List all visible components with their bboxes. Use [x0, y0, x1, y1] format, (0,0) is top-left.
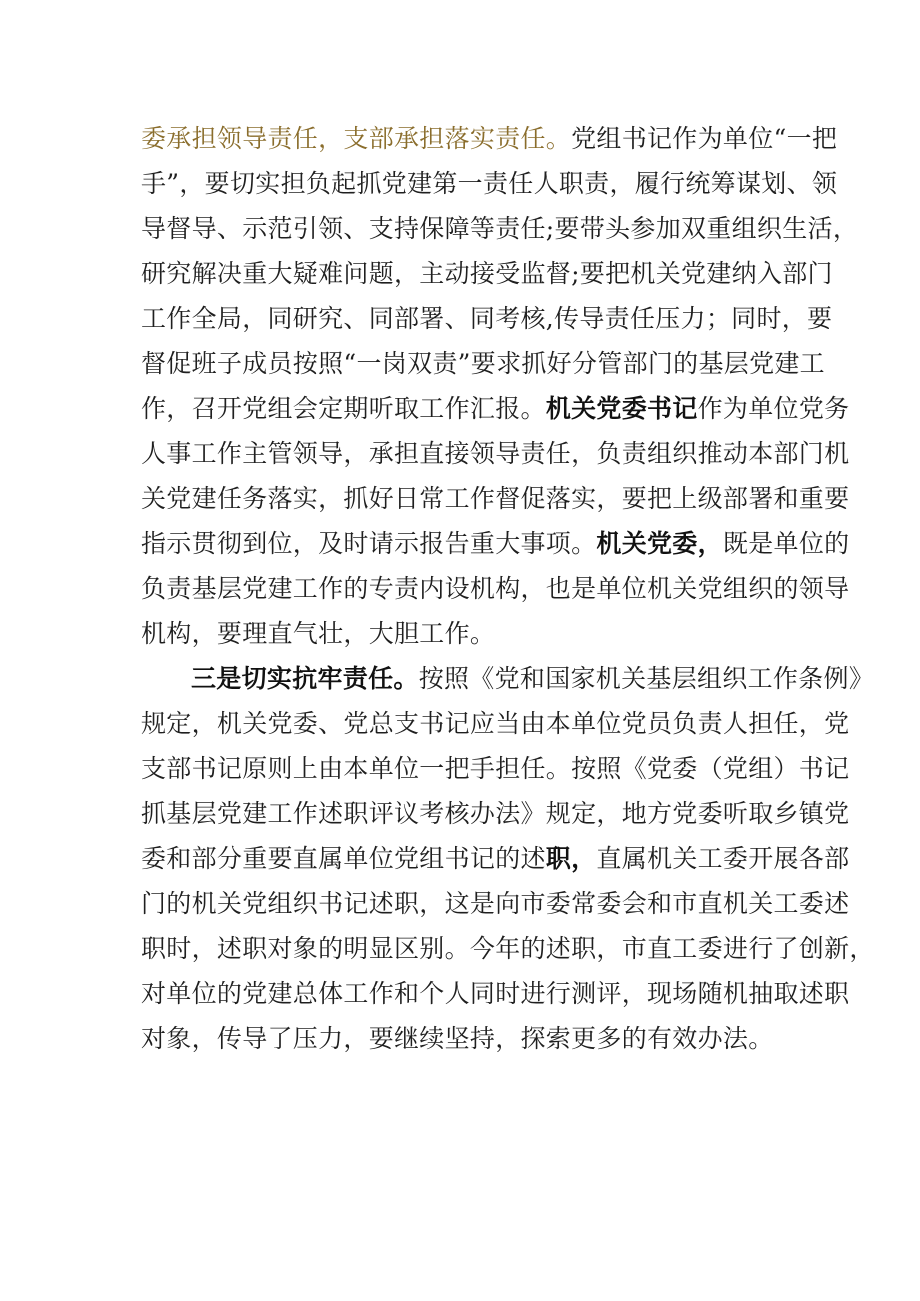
text-span: 委和部分重要直属单位党组书记的述	[141, 844, 546, 873]
text-line: 对单位的党建总体工作和个人同时进行测评，现场随机抽取述职	[141, 979, 850, 1008]
text-span: 作为单位党务	[697, 394, 850, 423]
text-line: 规定，机关党委、党总支书记应当由本单位党员负责人担任，党	[141, 709, 850, 738]
text-span: 按照《党和国家机关基层组织工作条例》	[418, 664, 875, 693]
text-span: 既是单位的	[722, 529, 850, 558]
text-span: 党组书记作为单位“一把	[571, 124, 838, 153]
text-line	[141, 836, 850, 881]
text-line: 抓基层党建工作述职评议考核办法》规定，地方党委听取乡镇党	[141, 799, 850, 828]
text-line: 督促班子成员按照“一岗双责”要求抓好分管部门的基层党建工	[141, 349, 825, 378]
text-line	[141, 386, 850, 431]
paragraph-point-three	[141, 656, 875, 1061]
text-span: 直属机关工委开展各部	[596, 844, 850, 873]
text-line	[141, 656, 875, 701]
text-line: 职时，述职对象的明显区别。今年的述职，市直工委进行了创新，	[141, 934, 875, 963]
document-body	[141, 116, 875, 1061]
text-line: 机构，要理直气壮，大胆工作。	[141, 619, 496, 648]
text-line: 门的机关党组织书记述职，这是向市委常委会和市直机关工委述	[141, 889, 850, 918]
paragraph-responsibilities	[141, 116, 859, 656]
bold-text: 职，	[545, 844, 597, 873]
text-line: 负责基层党建工作的专责内设机构，也是单位机关党组织的领导	[141, 574, 850, 603]
text-line: 对象，传导了压力，要继续坚持，探索更多的有效办法。	[141, 1024, 774, 1053]
text-line	[141, 116, 838, 161]
text-line: 人事工作主管领导，承担直接领导责任，负责组织推动本部门机	[141, 439, 850, 468]
text-span: 作，召开党组会定期听取工作汇报。	[141, 394, 546, 423]
bold-text: 机关党委书记	[545, 394, 698, 423]
highlighted-text: 委承担领导责任，支部承担落实责任。	[141, 124, 572, 153]
text-line	[141, 521, 850, 566]
text-line: 支部书记原则上由本单位一把手担任。按照《党委（党组）书记	[141, 754, 850, 783]
text-line: 工作全局，同研究、同部署、同考核,传导责任压力；同时，要	[141, 304, 833, 333]
text-line: 导督导、示范引领、支持保障等责任;要带头参加双重组织生活，	[141, 214, 859, 243]
bold-text: 机关党委，	[596, 529, 723, 558]
bold-heading: 三是切实抗牢责任。	[191, 664, 419, 693]
text-line: 手”，要切实担负起抓党建第一责任人职责，履行统筹谋划、领	[141, 169, 838, 198]
text-span: 指示贯彻到位，及时请示报告重大事项。	[141, 529, 597, 558]
text-line: 研究解决重大疑难问题，主动接受监督;要把机关党建纳入部门	[141, 259, 833, 288]
text-line: 关党建任务落实，抓好日常工作督促落实，要把上级部署和重要	[141, 484, 850, 513]
